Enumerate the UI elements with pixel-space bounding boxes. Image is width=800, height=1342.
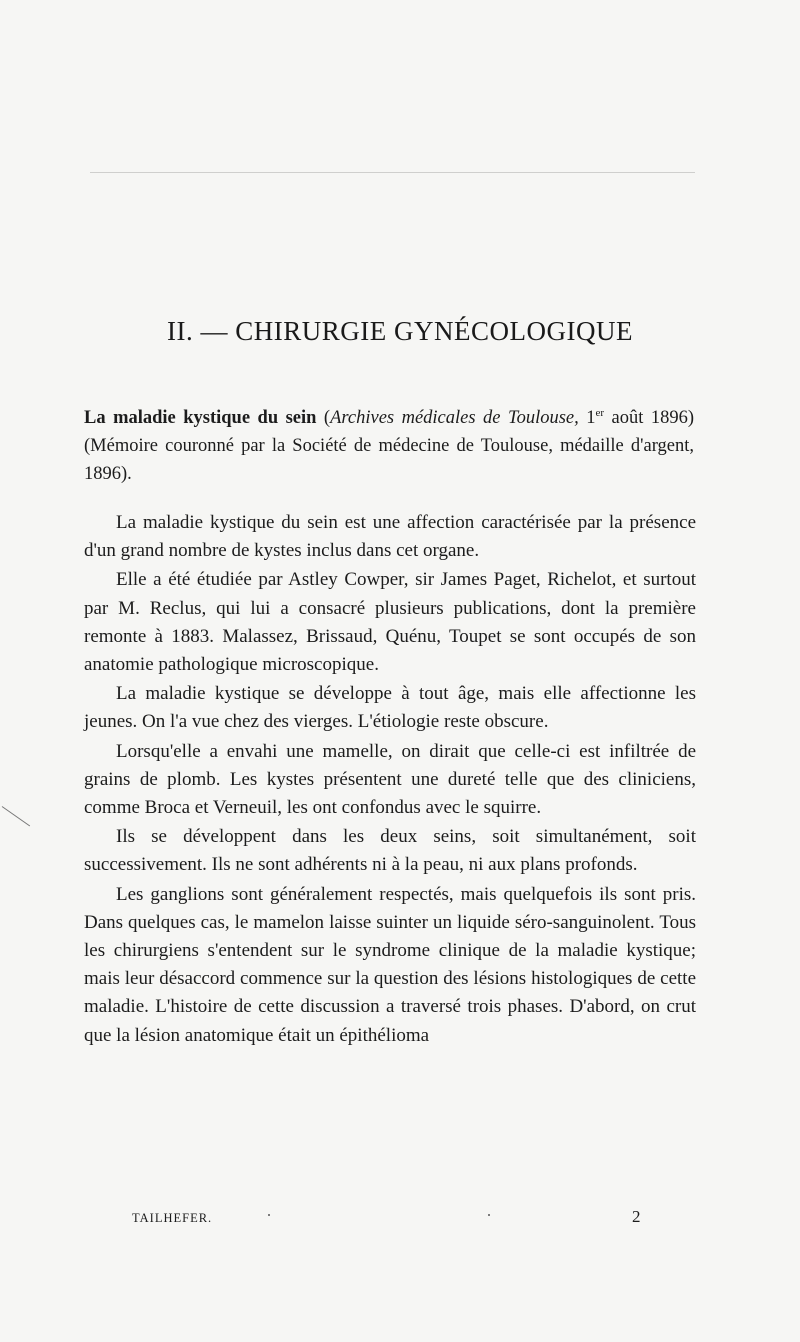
journal-name: Archives médicales de Toulouse, [330, 408, 579, 428]
paragraph: La maladie kystique se développe à tout âge, mais elle affectionne les jeunes. On l'a vue chez des vierges. L'étiologie reste obscure. [84, 683, 696, 733]
ink-speck [268, 1214, 270, 1216]
section-title: II. — CHIRURGIE GYNÉCOLOGIQUE [167, 316, 633, 346]
sheet-number: 2 [632, 1207, 641, 1226]
work-citation: La maladie kystique du sein (Archives médicales de Toulouse, 1er août 1896) (Mémoire couronné par la Société de médecine de Toulouse, médaille d'argent, 1896). [84, 406, 694, 484]
printer-signature: TAILHEFER. [132, 1211, 213, 1225]
body-text [84, 509, 696, 1051]
date-day: 1 [586, 408, 596, 428]
paragraph: Elle a été étudiée par Astley Cowper, sir James Paget, Richelot, et surtout par M. Reclus, qui lui a consacré plusieurs publications, dont la première remonte à 1883. Malassez, Brissaud, Quénu, Toupet se sont occupés de son anatomie pathologique microscopique. [84, 569, 696, 676]
work-title: La maladie kystique du sein [84, 408, 317, 428]
margin-mark [2, 806, 30, 826]
citation-details: août 1896) (Mémoire couronné par la Société de médecine de Toulouse, médaille d'argent, 1896). [84, 408, 694, 484]
paragraph: La maladie kystique du sein est une affection caractérisée par la présence d'un grand nombre de kystes inclus dans cet organe. [84, 512, 696, 562]
bleed-through-text [90, 200, 710, 228]
paragraph: Ils se développent dans les deux seins, soit simultanément, soit successivement. Ils ne sont adhérents ni à la peau, ni aux plans profonds. [84, 826, 696, 876]
date-superscript: er [595, 406, 605, 419]
bleed-through-rule [90, 172, 695, 173]
paragraph: Lorsqu'elle a envahi une mamelle, on dirait que celle-ci est infiltrée de grains de plomb. Les kystes présentent une dureté telle que des cliniciens, comme Broca et Verneuil, les ont confondus avec le squirre. [84, 740, 696, 819]
paragraph: Les ganglions sont généralement respectés, mais quelquefois ils sont pris. Dans quelques cas, le mamelon laisse suinter un liquide séro-sanguinolent. Tous les chirurgiens s'entendent sur le syndrome clinique de la maladie kystique; mais leur désaccord commence sur la question des lésions histologiques de cette maladie. L'histoire de cette discussion a traversé trois phases. D'abord, on crut que la lésion anatomique était un épithélioma [84, 883, 696, 1046]
ink-speck [488, 1214, 490, 1216]
